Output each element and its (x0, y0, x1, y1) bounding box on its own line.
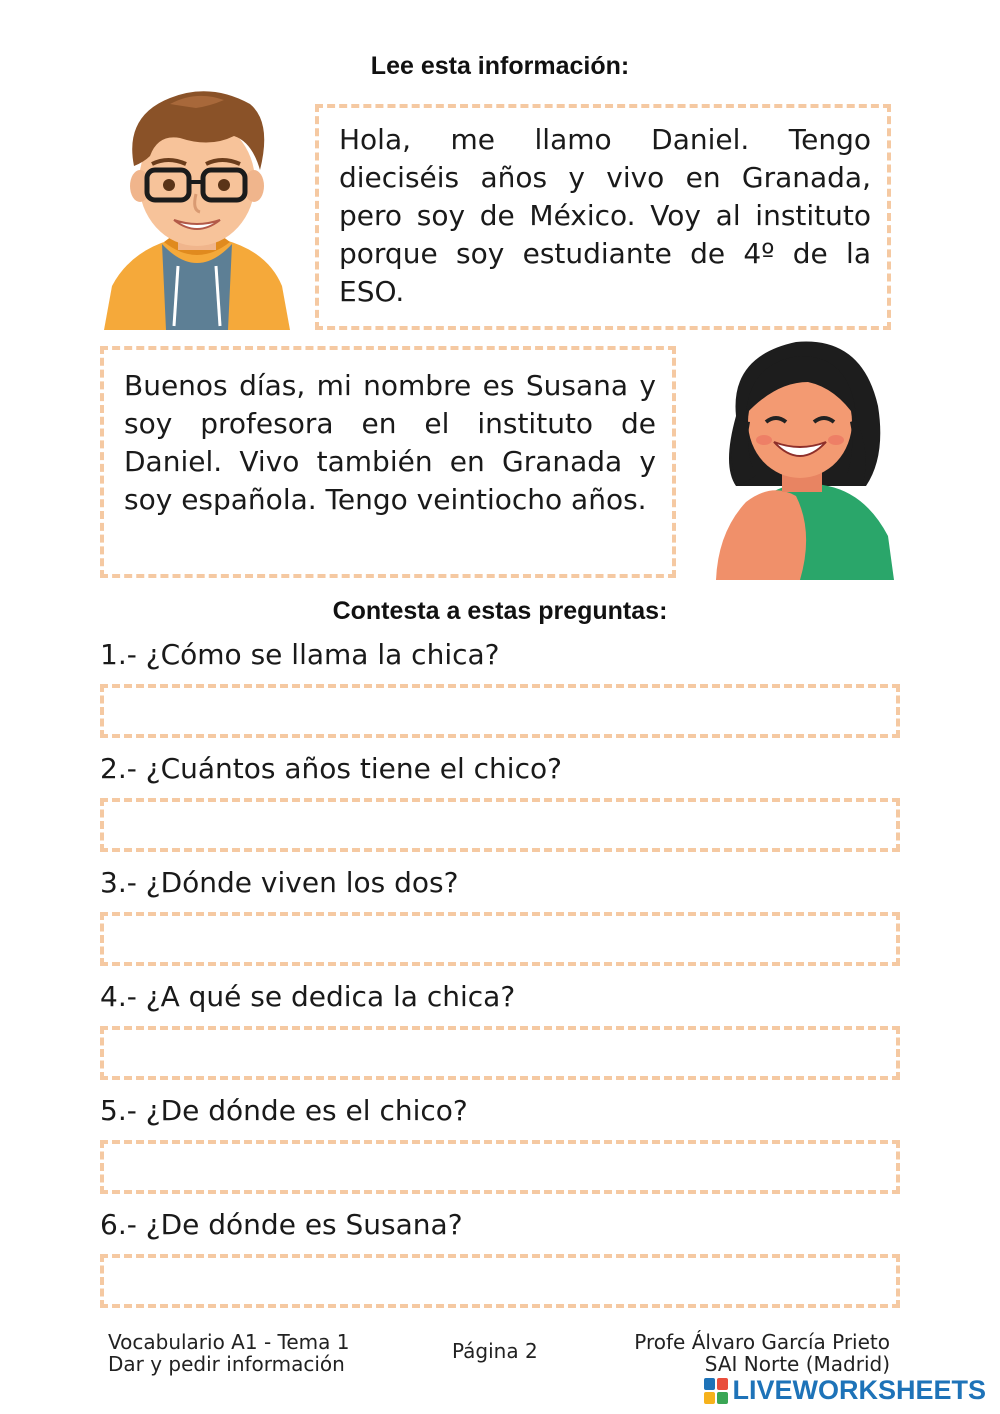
question-5: 5.- ¿De dónde es el chico? (100, 1094, 468, 1127)
answer-input-1[interactable] (100, 684, 900, 738)
question-1: 1.- ¿Cómo se llama la chica? (100, 638, 500, 671)
answer-input-5[interactable] (100, 1140, 900, 1194)
footer-right (634, 1331, 890, 1375)
liveworksheets-logo[interactable] (704, 1375, 986, 1406)
page-number: Página 2 (452, 1339, 538, 1363)
answer-input-4[interactable] (100, 1026, 900, 1080)
question-4: 4.- ¿A qué se dedica la chica? (100, 980, 516, 1013)
footer-subject: Vocabulario A1 - Tema 1 (108, 1330, 350, 1354)
liveworksheets-logo-icon (704, 1378, 728, 1404)
footer-left (108, 1331, 349, 1375)
question-6: 6.- ¿De dónde es Susana? (100, 1208, 463, 1241)
footer-author: Profe Álvaro García Prieto (634, 1330, 890, 1354)
reading-heading: Lee esta información: (370, 52, 630, 80)
question-2: 2.- ¿Cuántos años tiene el chico? (100, 752, 562, 785)
daniel-paragraph: Hola, me llamo Daniel. Tengo dieciséis años y vivo en Granada, pero soy de México. Voy al instituto porque soy estudiante de 4º de la ESO. (339, 123, 871, 308)
answer-input-2[interactable] (100, 798, 900, 852)
susana-paragraph: Buenos días, mi nombre es Susana y soy profesora en el instituto de Daniel. Vivo también en Granada y soy española. Tengo veintiocho años. (124, 369, 656, 516)
boy-avatar-illustration (100, 86, 295, 332)
girl-avatar-illustration (716, 336, 894, 580)
footer-topic: Dar y pedir información (108, 1352, 345, 1376)
answer-input-3[interactable] (100, 912, 900, 966)
liveworksheets-logo-text: LIVEWORKSHEETS (732, 1375, 986, 1405)
questions-heading: Contesta a estas preguntas: (332, 597, 668, 625)
answer-input-6[interactable] (100, 1254, 900, 1308)
question-3: 3.- ¿Dónde viven los dos? (100, 866, 459, 899)
footer-school: SAI Norte (Madrid) (704, 1352, 890, 1376)
